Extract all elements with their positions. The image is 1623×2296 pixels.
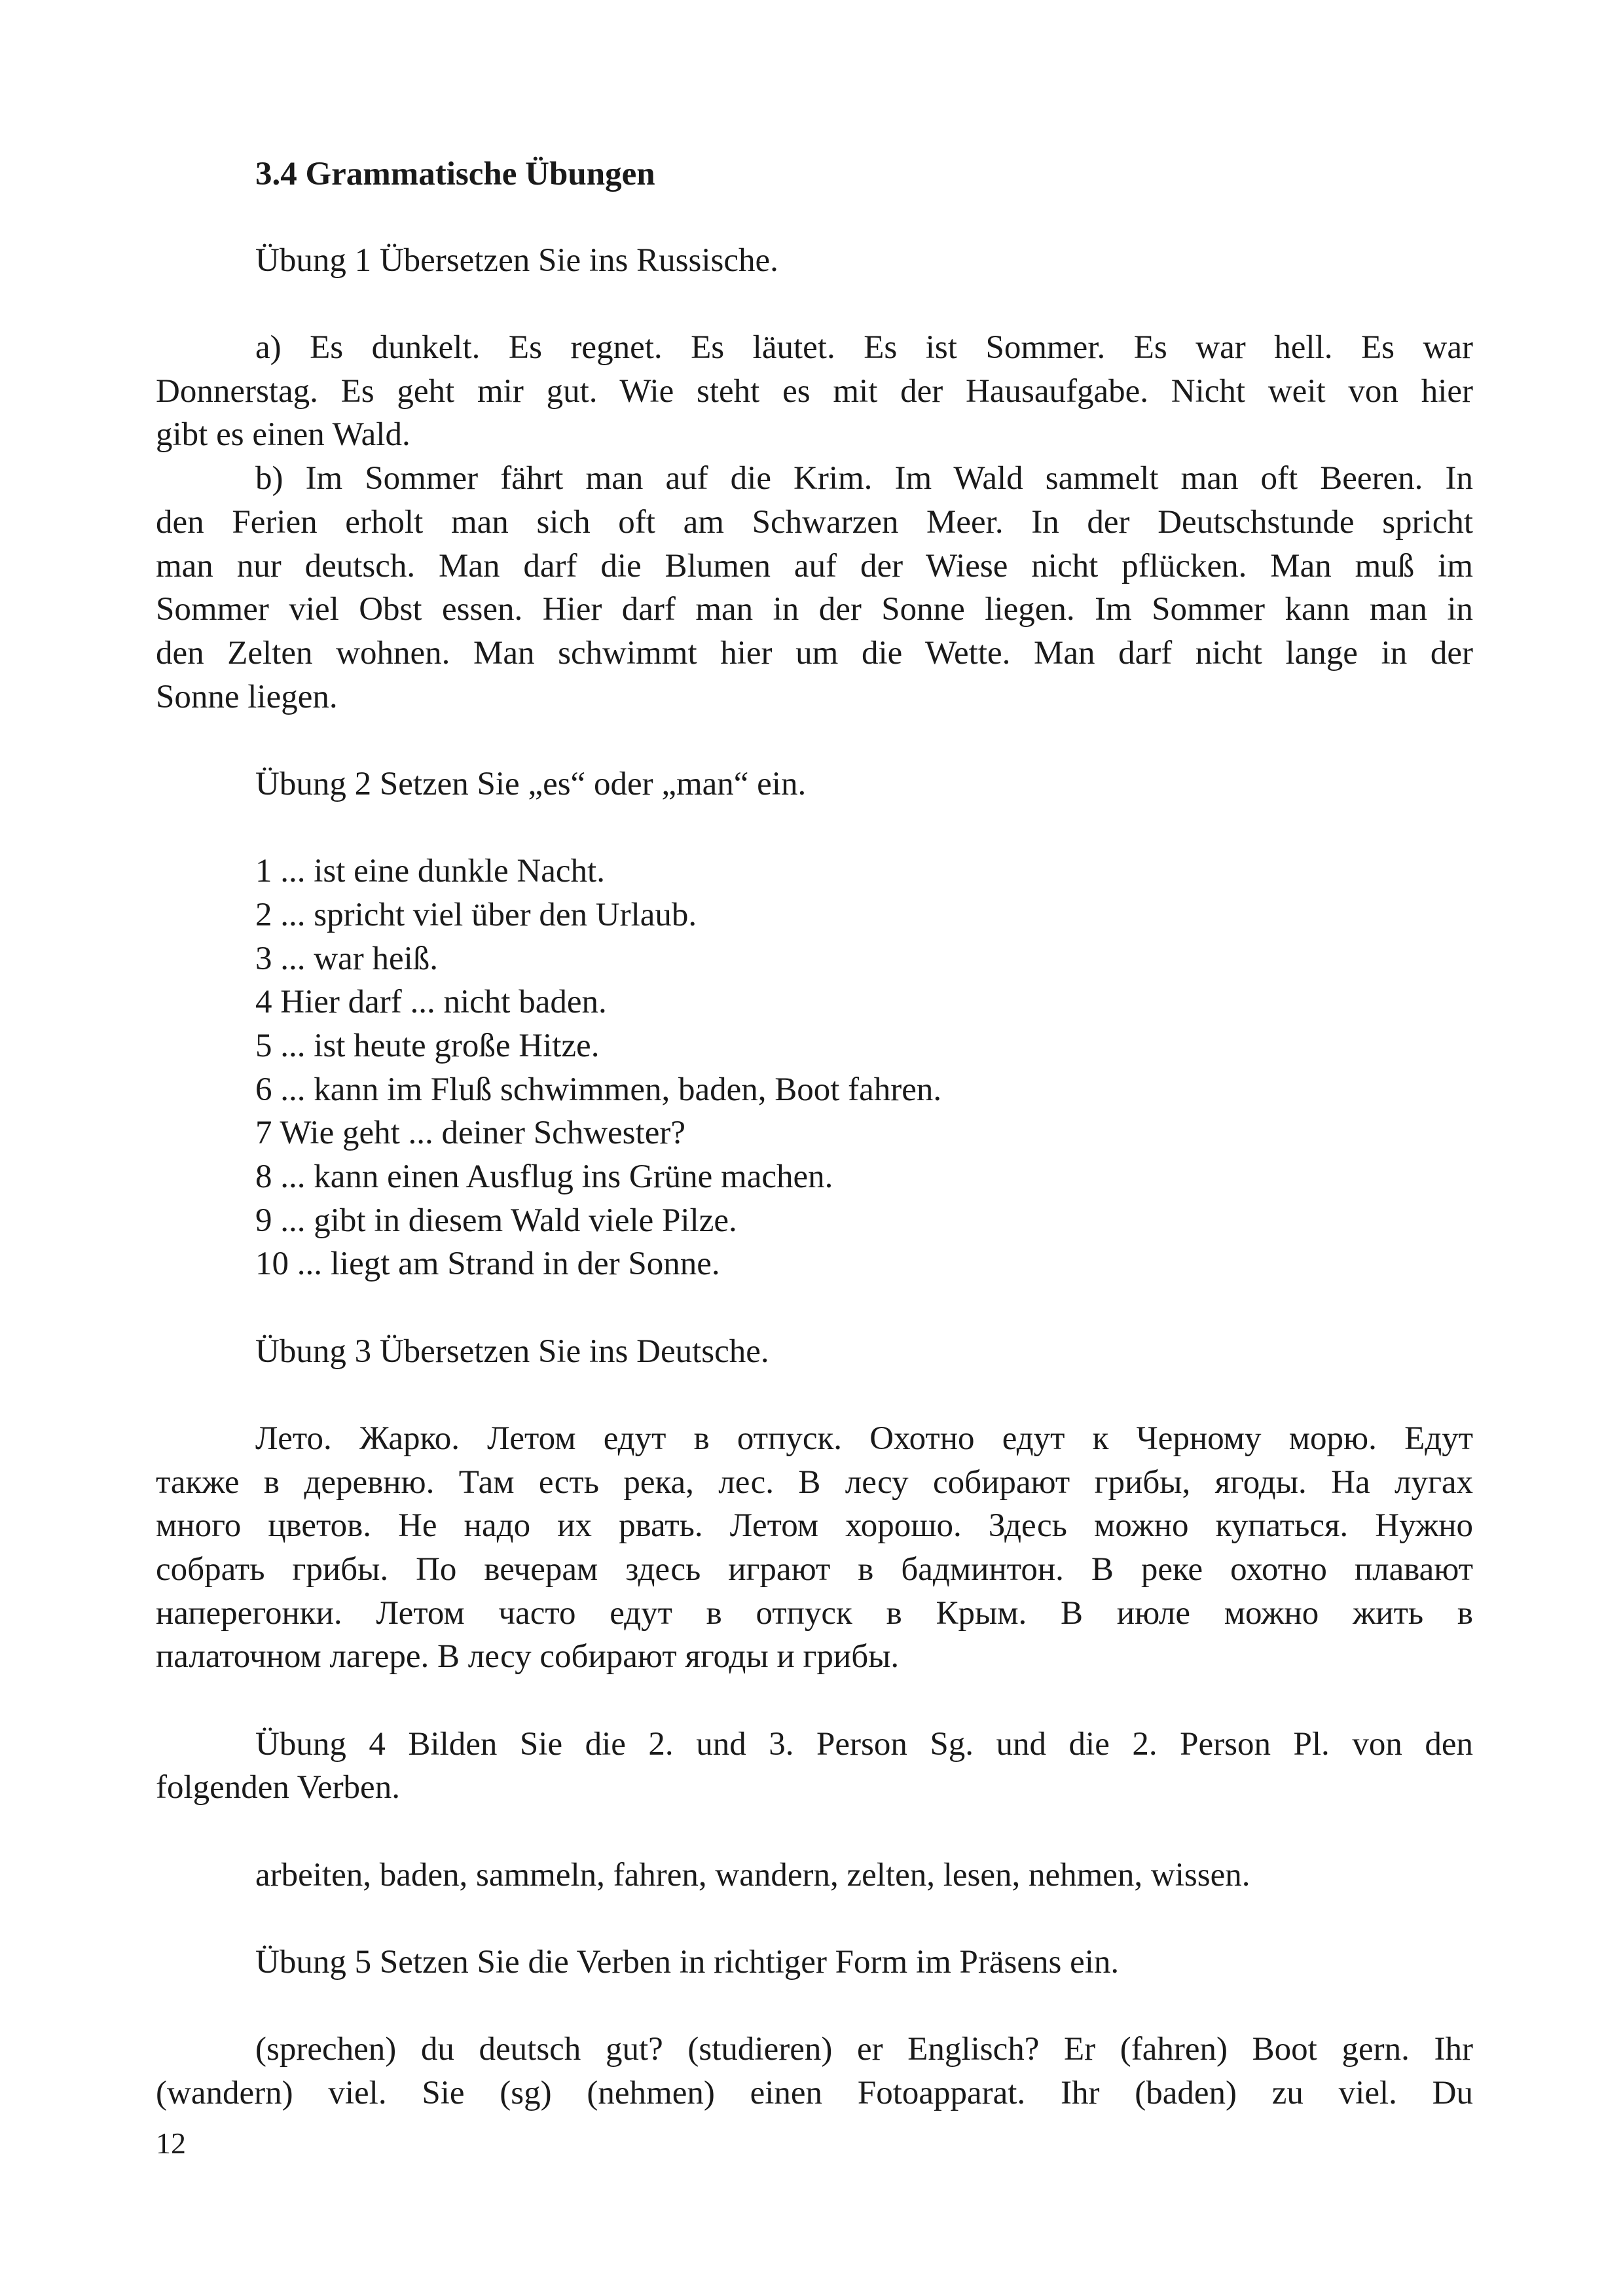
exercise-5-title: Übung 5 Setzen Sie die Verben in richtiger Form im Präsens ein.	[255, 1944, 1120, 1981]
exercise-2-item: 10 ... liegt am Strand in der Sonne.	[255, 1246, 720, 1282]
exercise-1b-line: b) Im Sommer fährt man auf die Krim. Im Wald sammelt man oft Beeren. In	[255, 460, 1473, 497]
exercise-1b-line: den Ferien erholt man sich oft am Schwarzen Meer. In der Deutschstunde spricht	[156, 504, 1473, 541]
exercise-3-line: Лето. Жарко. Летом едут в отпуск. Охотно едут к Черному морю. Едут	[255, 1420, 1473, 1457]
exercise-2-item: 7 Wie geht ... deiner Schwester?	[255, 1115, 685, 1151]
section-heading: 3.4 Grammatische Übungen	[255, 156, 655, 192]
exercise-2-item: 1 ... ist eine dunkle Nacht.	[255, 853, 605, 889]
exercise-5-line: (wandern) viel. Sie (sg) (nehmen) einen Fotoapparat. Ihr (baden) zu viel. Du	[156, 2075, 1473, 2111]
exercise-2-item: 8 ... kann einen Ausflug ins Grüne machen.	[255, 1158, 833, 1195]
exercise-3-line: палаточном лагере. В лесу собирают ягоды и грибы.	[156, 1638, 900, 1675]
exercise-3-line: наперегонки. Летом часто едут в отпуск в Крым. В июле можно жить в	[156, 1595, 1473, 1632]
exercise-2-title: Übung 2 Setzen Sie „es“ oder „man“ ein.	[255, 766, 807, 802]
exercise-2-item: 9 ... gibt in diesem Wald viele Pilze.	[255, 1202, 737, 1239]
exercise-3-line: много цветов. Не надо их рвать. Летом хорошо. Здесь можно купаться. Нужно	[156, 1507, 1473, 1544]
exercise-3-line: собрать грибы. По вечерам здесь играют в бадминтон. В реке охотно плавают	[156, 1551, 1473, 1588]
exercise-3-title: Übung 3 Übersetzen Sie ins Deutsche.	[255, 1333, 769, 1370]
exercise-1a-line: a) Es dunkelt. Es regnet. Es läutet. Es ist Sommer. Es war hell. Es war	[255, 329, 1473, 366]
exercise-1b-line: man nur deutsch. Man darf die Blumen auf der Wiese nicht pflücken. Man muß im	[156, 548, 1473, 584]
exercise-1b-line: Sommer viel Obst essen. Hier darf man in der Sonne liegen. Im Sommer kann man in	[156, 591, 1473, 628]
exercise-1b-line: Sonne liegen.	[156, 679, 338, 715]
exercise-2-item: 3 ... war heiß.	[255, 941, 439, 977]
exercise-3-line: также в деревню. Там есть река, лес. В лесу собирают грибы, ягоды. На лугах	[156, 1464, 1473, 1501]
exercise-5-line: (sprechen) du deutsch gut? (studieren) er Englisch? Er (fahren) Boot gern. Ihr	[255, 2031, 1473, 2068]
exercise-2-item: 2 ... spricht viel über den Urlaub.	[255, 897, 697, 933]
exercise-2-item: 4 Hier darf ... nicht baden.	[255, 984, 607, 1020]
exercise-1a-line: Donnerstag. Es geht mir gut. Wie steht es mit der Hausaufgabe. Nicht weit von hier	[156, 373, 1473, 410]
exercise-4-title-line: Übung 4 Bilden Sie die 2. und 3. Person Sg. und die 2. Person Pl. von den	[255, 1726, 1473, 1763]
exercise-1b-line: den Zelten wohnen. Man schwimmt hier um die Wette. Man darf nicht lange in der	[156, 635, 1473, 672]
exercise-4-verbs: arbeiten, baden, sammeln, fahren, wandern, zelten, lesen, nehmen, wissen.	[255, 1857, 1250, 1893]
exercise-1a-line: gibt es einen Wald.	[156, 416, 410, 453]
exercise-4-title-line: folgenden Verben.	[156, 1769, 400, 1806]
page-number: 12	[156, 2126, 186, 2160]
exercise-1-title: Übung 1 Übersetzen Sie ins Russische.	[255, 242, 778, 279]
exercise-2-item: 5 ... ist heute große Hitze.	[255, 1028, 600, 1064]
exercise-2-item: 6 ... kann im Fluß schwimmen, baden, Boot fahren.	[255, 1071, 942, 1108]
